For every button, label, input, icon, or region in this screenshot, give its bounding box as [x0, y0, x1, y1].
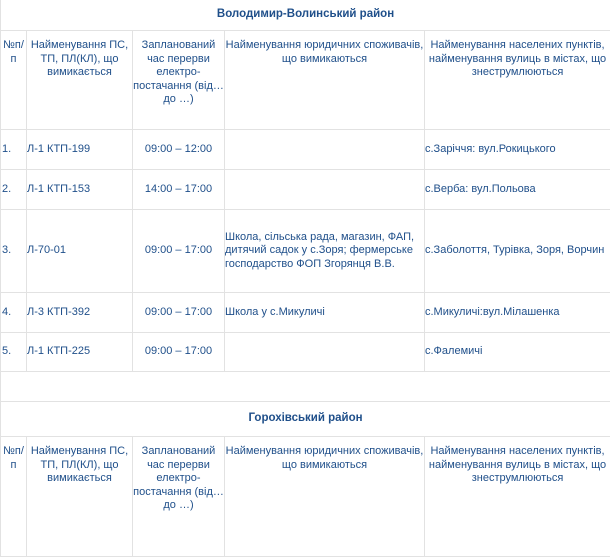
row-line: Л-70-01: [27, 210, 133, 293]
row-time: 09:00 – 12:00: [133, 130, 225, 170]
row-line: Л-1 КТП-153: [27, 170, 133, 210]
row-consumers: [225, 170, 425, 210]
table-row: [1, 130, 610, 170]
row-line: Л-3 КТП-392: [27, 293, 133, 333]
row-number: 4.: [1, 293, 27, 333]
header-line: Найменування ПС, ТП, ПЛ(КЛ), що вимикається: [27, 437, 133, 557]
row-places: с.Фалемичі: [425, 333, 610, 372]
table-row: [1, 333, 610, 372]
row-time: 14:00 – 17:00: [133, 170, 225, 210]
header-number: №п/п: [1, 437, 27, 557]
row-places: с.Микуличі:вул.Мілашенка: [425, 293, 610, 333]
row-number: 1.: [1, 130, 27, 170]
header-places: Найменування населених пунктів, найменування вулиць в містах, що знеструмлюються: [425, 31, 610, 130]
row-consumers: [225, 333, 425, 372]
header-places: Найменування населених пунктів, найменування вулиць в містах, що знеструмлюються: [425, 437, 610, 557]
row-consumers: Школа у с.Микуличі: [225, 293, 425, 333]
row-places: с.Заболоття, Турівка, Зоря, Ворчин: [425, 210, 610, 293]
header-consumers: Найменування юридичних споживачів, що вимикаються: [225, 31, 425, 130]
row-line: Л-1 КТП-199: [27, 130, 133, 170]
header-line: Найменування ПС, ТП, ПЛ(КЛ), що вимикається: [27, 31, 133, 130]
row-places: с.Заріччя: вул.Рокицького: [425, 130, 610, 170]
header-consumers: Найменування юридичних споживачів, що вимикаються: [225, 437, 425, 557]
row-places: с.Верба: вул.Польова: [425, 170, 610, 210]
row-consumers: Школа, сільська рада, магазин, ФАП, дитячий садок у с.Зоря; фермерське господарство ФОП Згорянця В.В.: [225, 210, 425, 293]
table-row: [1, 210, 610, 293]
row-consumers: [225, 130, 425, 170]
header-time: Запланований час перерви електро-постачання (від… до …): [133, 31, 225, 130]
section-title: Горохівський район: [1, 402, 610, 437]
header-number: №п/п: [1, 31, 27, 130]
table-row: [1, 293, 610, 333]
row-time: 09:00 – 17:00: [133, 210, 225, 293]
row-time: 09:00 – 17:00: [133, 293, 225, 333]
spacer-row: [1, 372, 610, 402]
table-row: [1, 170, 610, 210]
row-time: 09:00 – 17:00: [133, 333, 225, 372]
row-number: 5.: [1, 333, 27, 372]
section-title: Володимир-Волинський район: [1, 0, 610, 31]
row-line: Л-1 КТП-225: [27, 333, 133, 372]
row-number: 3.: [1, 210, 27, 293]
row-number: 2.: [1, 170, 27, 210]
header-time: Запланований час перерви електро-постачання (від… до …): [133, 437, 225, 557]
